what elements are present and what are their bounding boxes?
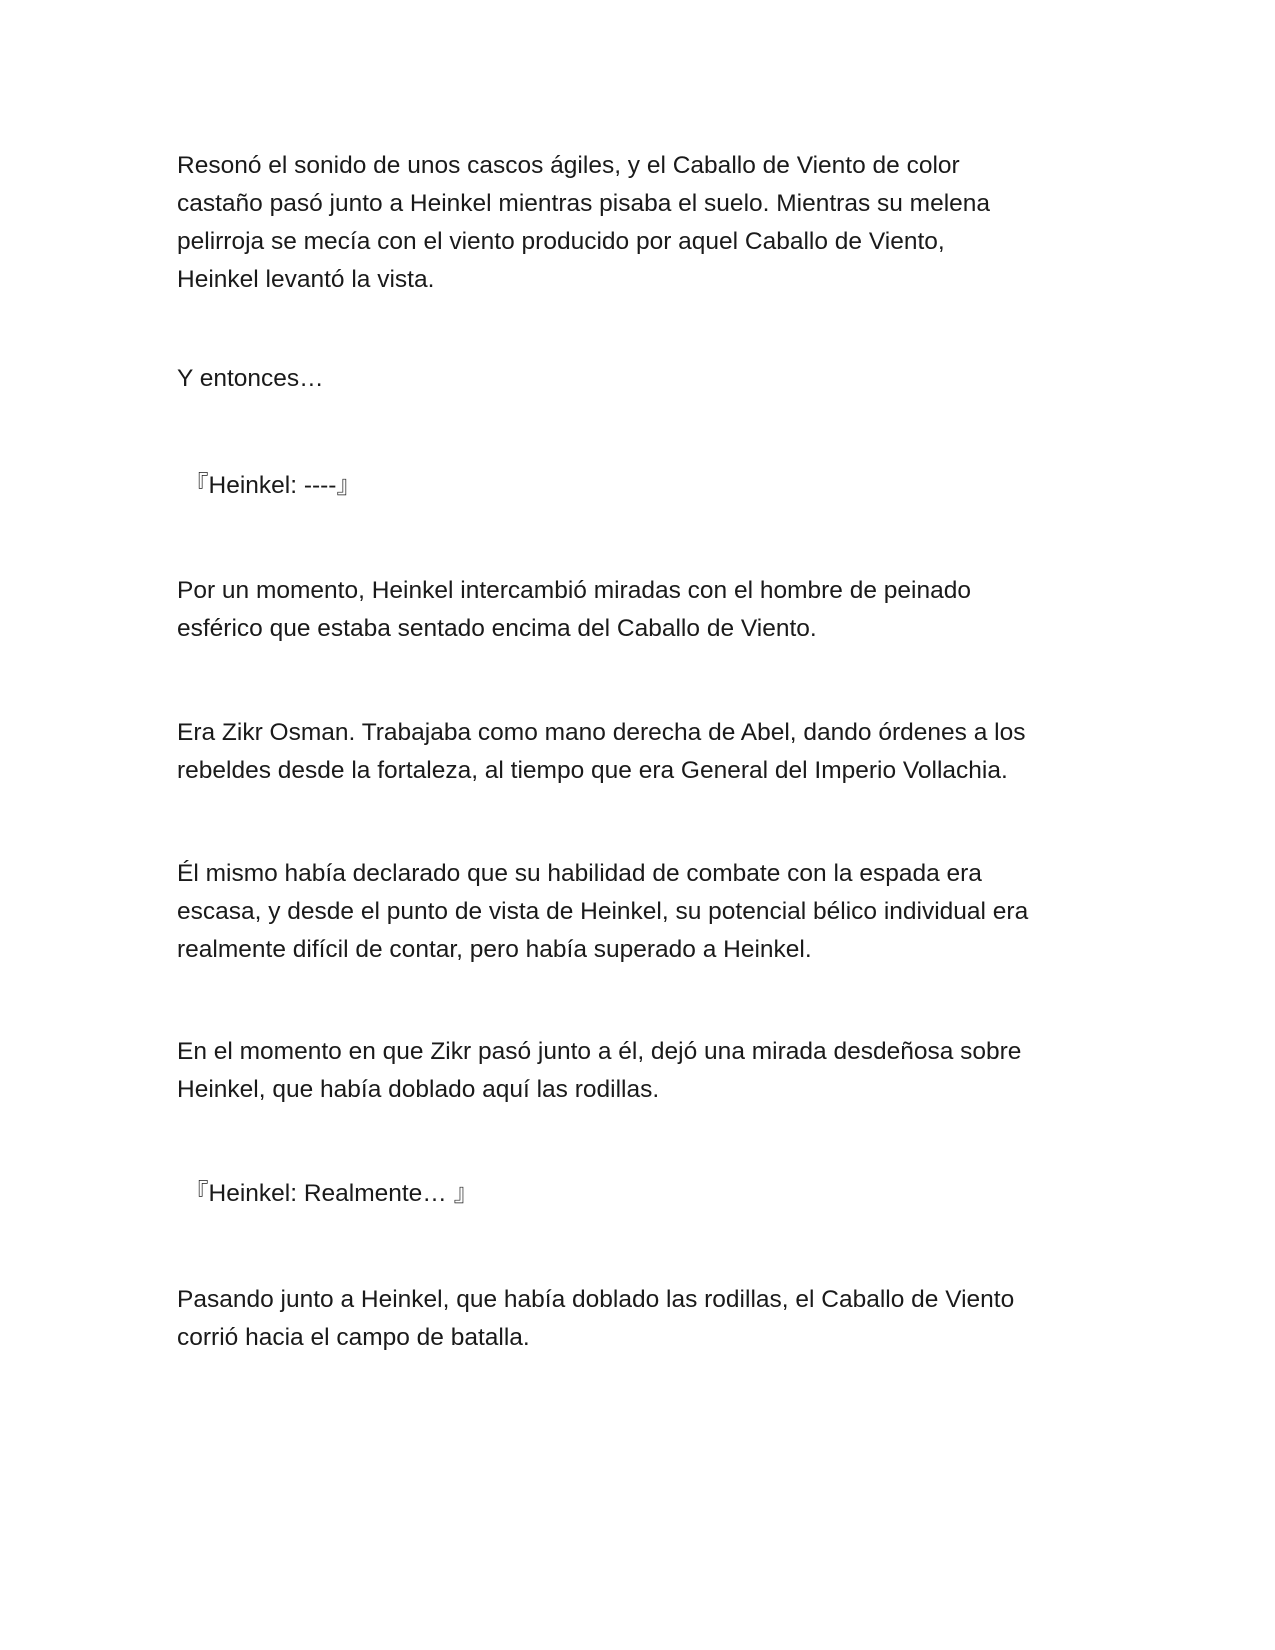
text-line: Él mismo había declarado que su habilidad de combate con la espada era [177,860,982,887]
text-line: realmente difícil de contar, pero había superado a Heinkel. [177,936,812,963]
paragraph-caballo-de-viento [177,147,1107,299]
text-line: 『Heinkel: ----』 [184,472,361,499]
paragraph-miradas [177,572,1107,648]
text-line: Por un momento, Heinkel intercambió miradas con el hombre de peinado [177,577,971,604]
text-line: En el momento en que Zikr pasó junto a él, dejó una mirada desdeñosa sobre [177,1038,1022,1065]
dialogue-heinkel-1 [184,467,1114,505]
paragraph-mirada-desdenosa [177,1033,1107,1109]
text-line: rebeldes desde la fortaleza, al tiempo que era General del Imperio Vollachia. [177,757,1008,784]
text-line: castaño pasó junto a Heinkel mientras pisaba el suelo. Mientras su melena [177,190,991,217]
paragraph-zikr-osman [177,714,1107,790]
dialogue-heinkel-2 [184,1175,1114,1213]
text-line: Y entonces… [177,365,324,392]
text-line: corrió hacia el campo de batalla. [177,1324,530,1351]
text-line: Heinkel, que había doblado aquí las rodillas. [177,1076,660,1103]
paragraph-campo-de-batalla [177,1281,1107,1357]
text-line: Resonó el sonido de unos cascos ágiles, y el Caballo de Viento de color [177,152,960,179]
text-line: Pasando junto a Heinkel, que había doblado las rodillas, el Caballo de Viento [177,1286,1015,1313]
paragraph-habilidad-combate [177,855,1107,969]
text-line: pelirroja se mecía con el viento producido por aquel Caballo de Viento, [177,228,945,255]
paragraph-y-entonces [177,360,1107,398]
text-line: Heinkel levantó la vista. [177,266,435,293]
text-line: esférico que estaba sentado encima del Caballo de Viento. [177,615,817,642]
text-line: 『Heinkel: Realmente… 』 [184,1180,479,1207]
text-line: escasa, y desde el punto de vista de Heinkel, su potencial bélico individual era [177,898,1029,925]
text-line: Era Zikr Osman. Trabajaba como mano derecha de Abel, dando órdenes a los [177,719,1026,746]
